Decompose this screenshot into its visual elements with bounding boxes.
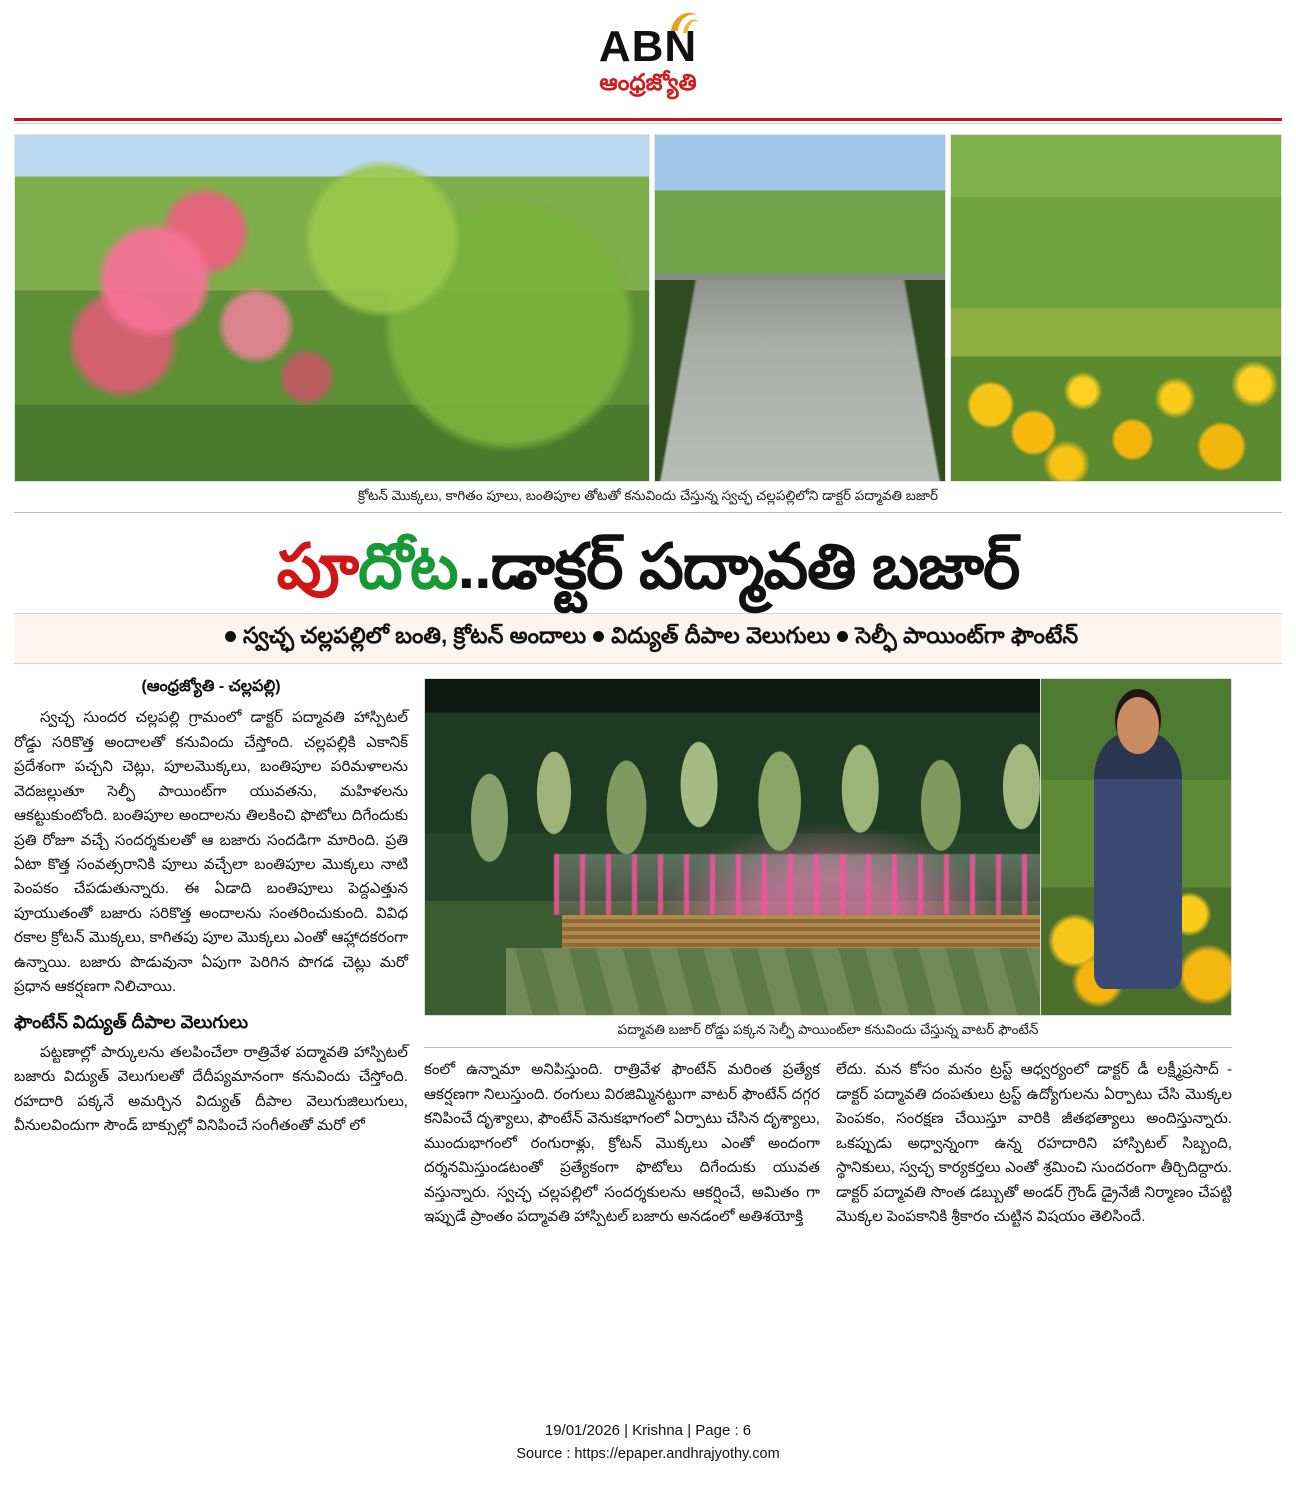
- marigold-field-photo: [950, 134, 1282, 482]
- bullet-icon: [837, 631, 848, 642]
- logo-main-text: ABN: [598, 21, 698, 71]
- page-headline: [14, 531, 1282, 603]
- article-column-3: [836, 1058, 1232, 1231]
- logo-text: [598, 21, 698, 71]
- byline: (ఆంధ్రజ్యోతి - చల్లపల్లి): [141, 678, 281, 696]
- top-photo-caption: క్రోటన్ మొక్కలు, కాగితం పూలు, బంతిపూల తోటతో కనువిందు చేస్తున్న స్వచ్ఛ చల్లపల్లిలోని డాక్టర్ పద్మావతి బజార్: [14, 488, 1282, 513]
- swirl-icon: [667, 9, 701, 35]
- column1-paragraph-2: పట్టణాల్లో పార్కులను తలపించేలా రాత్రివేళ పద్మావతి హాస్పిటల్ బజారు విద్యుత్ వెలుగులతో దేదీప్యమానంగా కనువిందు చేస్తోంది. రహదారి పక్కనే అమర్చిన విద్యుత్ దీపాల వెలుగుజిలుగులు, వీనులవిందుగా సౌండ్ బాక్సుల్లో వినిపించే సంగీతంతో మరో లో: [14, 1043, 408, 1135]
- gray-divider: [14, 123, 1282, 124]
- headline-part-one: పూ: [276, 532, 359, 602]
- fountain-deck: [562, 915, 1094, 949]
- bullet-icon: [225, 631, 236, 642]
- girl-figure: [1094, 733, 1181, 988]
- subhead-band: [14, 613, 1282, 664]
- masthead: [0, 0, 1296, 118]
- top-photo-strip: [14, 134, 1282, 482]
- subhead-item-2: విద్యుత్ దీపాల వెలుగులు: [611, 623, 831, 649]
- footer-date-line: 19/01/2026 | Krishna | Page : 6: [544, 1421, 752, 1439]
- column1-paragraph-1: స్వచ్ఛ సుందర చల్లపల్లి గ్రామంలో డాక్టర్ పద్మావతి హాస్పిటల్ రోడ్డు సరికొత్త అందాలతో కనువిందు చేస్తోంది. చల్లపల్లికి ఎకానిక్ ప్రదేశంగా పచ్చని చెట్లు, పూలమొక్కలు, బంతిపూల పరిమళాలను వెదజల్లుతూ సెల్ఫీ పాయింట్‌గా యువతను, మహిళలను ఆకట్టుకుంటోంది. బంతిపూల అందాలను తిలకించి ఫొటోలు దిగేందుకు ప్రతి రోజూ వచ్చే సందర్శకులతో ఆ బజారు సందడిగా మారింది. ప్రతి ఏటా కొత్త సంవత్సరానికి పూలు వచ్చేలా బంతిపూల మొక్కలు నాటి పెంపకం చేపడుతున్నారు. ఈ ఏడాది బంతిపూలు పెద్దఎత్తున పూయుతంతో బజారు సరికొత్త అందాలను సంతరించుకుంది. వివిధ రకాల క్రోటన్ మొక్కలు, కాగితపు పూల మొక్కలు ఎంతో ఆహ్లాదకరంగా ఉన్నాయి. బజారు పొడువునా ఏపుగా పెరిగిన పొగడ చెట్లు మరో ప్రధాన ఆకర్షణగా నిలిచాయి.: [14, 709, 408, 996]
- girl-marigold-photo: [1040, 678, 1232, 1016]
- fountain-photo-caption: పద్మావతి బజార్ రోడ్డు పక్కన సెల్ఫీ పాయింట్‌లా కనువిందు చేస్తున్న వాటర్ ఫౌంటేన్: [424, 1022, 1232, 1048]
- article-column-2: [424, 1058, 820, 1231]
- fountain-water-jets: [554, 854, 1102, 914]
- subhead-item-1: స్వచ్ఛ చల్లపల్లిలో బంతి, క్రోటన్ అందాలు: [242, 623, 587, 649]
- headline-part-three: ..డాక్టర్ పద్మావతి బజార్: [457, 532, 1020, 602]
- croton-bougainvillea-photo: [14, 134, 650, 482]
- footer-source-line: Source : https://epaper.andhrajyothy.com: [516, 1445, 780, 1462]
- logo-sub-text: ఆంధ్రజ్యోతి: [599, 68, 697, 95]
- column3-paragraph-1: లేదు. మన కోసం మనం ట్రస్ట్ ఆధ్వర్యంలో డాక్టర్ డీ లక్ష్మీప్రసాద్ - డాక్టర్ పద్మావతి దంపతులు ట్రస్ట్ ఉద్యోగులను ఏర్పాటు చేసి మొక్కల పెంపకం, సంరక్షణ చేయిస్తూ వారికి జీతభత్యాలు అందిస్తున్నారు. ఒకప్పుడు అధ్వాన్నంగా ఉన్న రహదారిని హాస్పిటల్ సిబ్బంది, స్థానికులు, స్వచ్ఛ కార్యకర్తలు ఎంతో శ్రమించి సుందరంగా తీర్చిదిద్దారు. డాక్టర్ పద్మావతి సొంత డబ్బుతో అండర్ గ్రౌండ్ డ్రైనేజీ నిర్మాణం చేపట్టి మొక్కల పెంపకానికి శ్రీకారం చుట్టిన విషయం తెలిసిందే.: [836, 1061, 1232, 1226]
- page-footer: [0, 1419, 1296, 1466]
- column1-subheading: ఫౌంటేన్ విద్యుత్ దీపాల వెలుగులు: [14, 1011, 249, 1032]
- article-body: [14, 674, 1282, 1329]
- subhead-item-3: సెల్ఫీ పాయింట్‌గా ఫౌంటేన్: [855, 623, 1079, 649]
- column2-paragraph-1: కంలో ఉన్నామా అనిపిస్తుంది. రాత్రివేళ ఫౌంటేన్ మరింత ప్రత్యేక ఆకర్షణగా నిలుస్తుంది. రంగులు విరజిమ్మినట్టుగా వాటర్ ఫౌంటేన్ దగ్గర కనిపించే దృశ్యాలు, ఫౌంటేన్ వెనుకభాగంలో ఏర్పాటు చేసిన దృశ్యాలు, ముందుభాగంలో రంగురాళ్లు, క్రోటన్ మొక్కలు ఎంతో అందంగా దర్శనమిస్తుండటంతో ప్రత్యేకంగా ఫొటోలు దిగేందుకు యువత వస్తున్నారు. స్వచ్ఛ చల్లపల్లిలో సందర్శకులను ఆకర్షించే, అమితం గా ఇప్పుడే ప్రాంతం పద్మావతి హాస్పిటల్ బజారు అనడంలో అతిశయోక్తి: [424, 1061, 820, 1226]
- red-divider: [14, 118, 1282, 121]
- bullet-icon: [593, 631, 604, 642]
- headline-part-two: దోట: [358, 532, 458, 602]
- abn-logo: [598, 21, 698, 95]
- article-column-1: [14, 674, 408, 1140]
- tree-lined-road-photo: [654, 134, 946, 482]
